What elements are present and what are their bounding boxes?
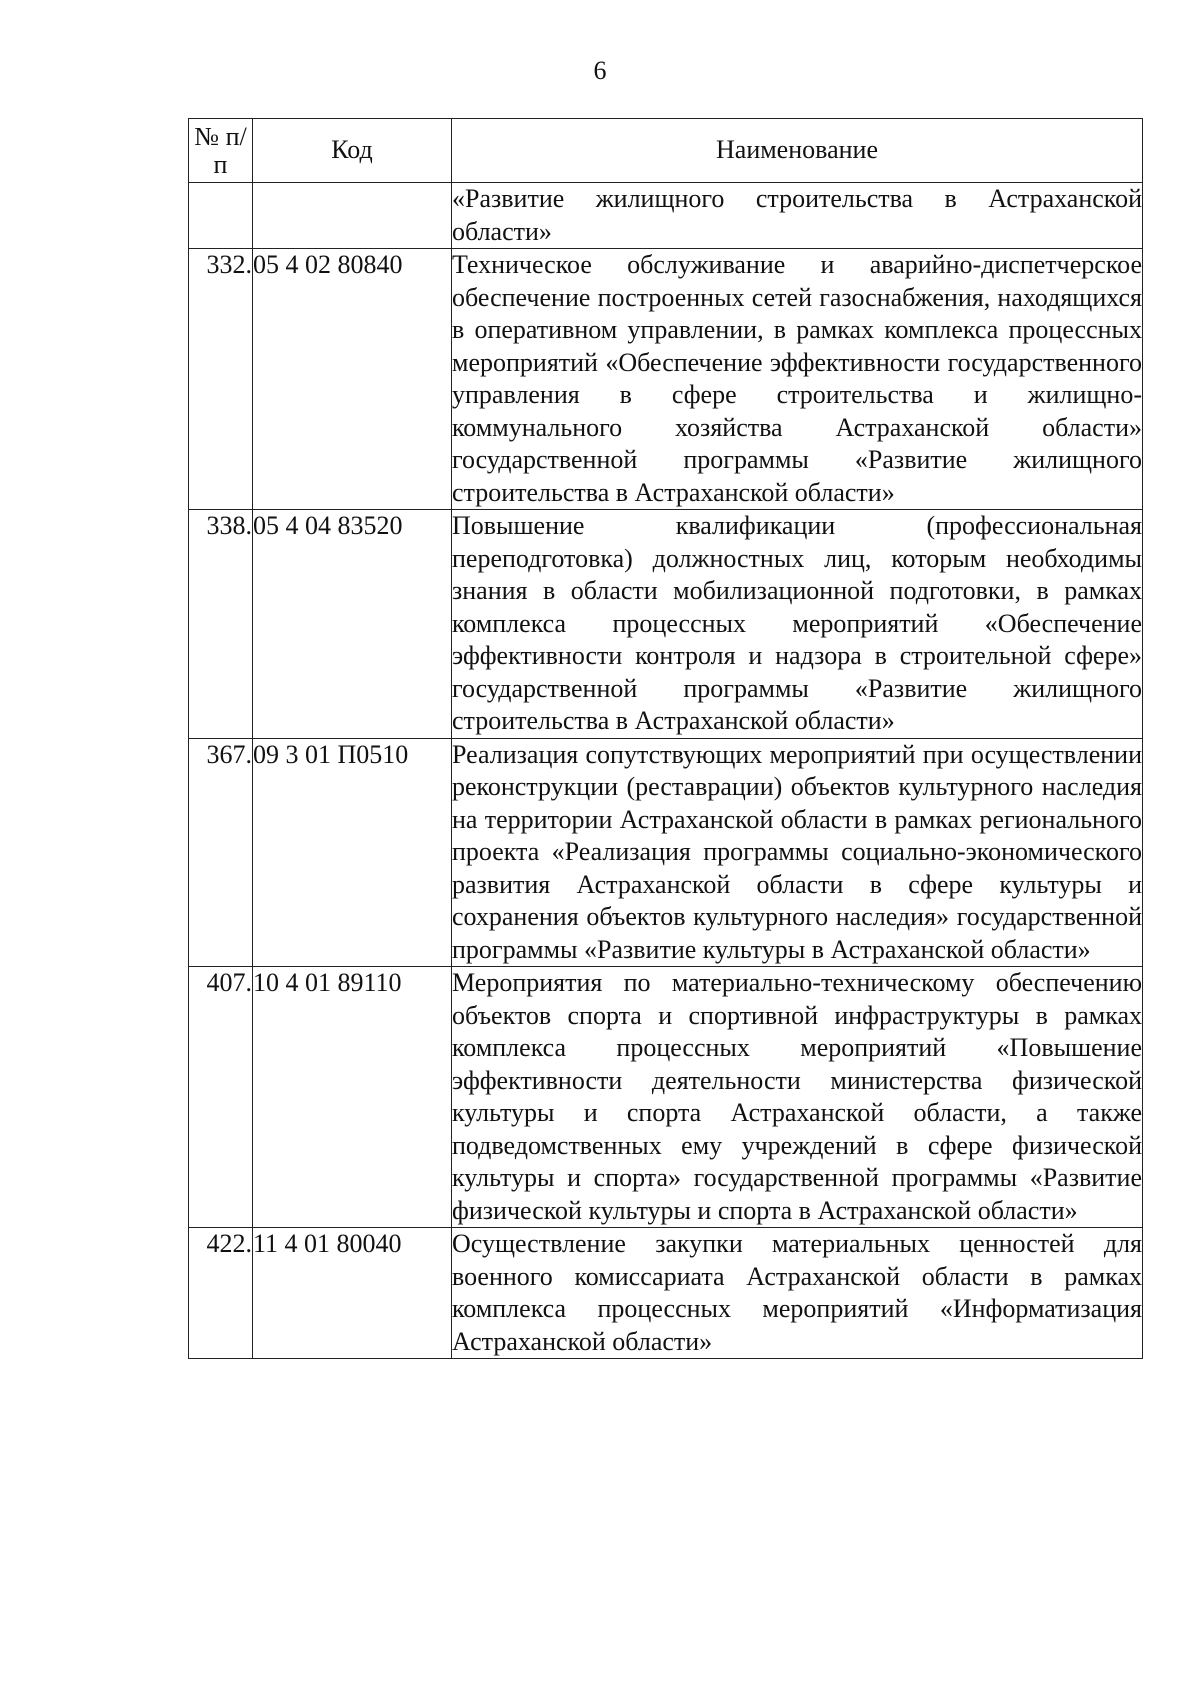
table-row — [189, 967, 1143, 1228]
budget-codes-table — [188, 118, 1143, 1359]
table-row — [189, 183, 1143, 249]
row-num: 407. — [189, 967, 253, 1228]
row-num: 367. — [189, 738, 253, 967]
row-code: 09 3 01 П0510 — [253, 738, 452, 967]
row-code: 05 4 04 83520 — [253, 510, 452, 739]
row-code: 05 4 02 80840 — [253, 249, 452, 510]
table-row — [189, 510, 1143, 739]
table-row — [189, 738, 1143, 967]
row-name: Мероприятия по материально-техническому обеспечению объектов спорта и спортивной инфраструктуры в рамках комплекса процессных мероприятий «Повышение эффективности деятельности министерства физической культуры и спорта Астраханской области, а также подведомственных ему учреждений в сфере физической культуры и спорта» государственной программы «Развитие физической культуры и спорта в Астраханской области» — [452, 967, 1143, 1228]
header-num: № п/п — [189, 119, 253, 183]
table-row — [189, 1228, 1143, 1359]
row-code — [253, 183, 452, 249]
row-code: 11 4 01 80040 — [253, 1228, 452, 1359]
header-code: Код — [253, 119, 452, 183]
row-name: «Развитие жилищного строительства в Астраханской области» — [452, 183, 1143, 249]
row-num: 422. — [189, 1228, 253, 1359]
row-name: Реализация сопутствующих мероприятий при осуществлении реконструкции (реставрации) объектов культурного наследия на территории Астраханской области в рамках регионального проекта «Реализация программы социально-экономического развития Астраханской области в сфере культуры и сохранения объектов культурного наследия» государственной программы «Развитие культуры в Астраханской области» — [452, 738, 1143, 967]
row-code: 10 4 01 89110 — [253, 967, 452, 1228]
table-header-row — [189, 119, 1143, 183]
page-number: 6 — [593, 56, 607, 85]
header-name: Наименование — [452, 119, 1143, 183]
row-name: Повышение квалификации (профессиональная переподготовка) должностных лиц, которым необходимы знания в области мобилизационной подготовки, в рамках комплекса процессных мероприятий «Обеспечение эффективности контроля и надзора в строительной сфере» государственной программы «Развитие жилищного строительства в Астраханской области» — [452, 510, 1143, 739]
row-num: 332. — [189, 249, 253, 510]
table-row — [189, 249, 1143, 510]
row-num: 338. — [189, 510, 253, 739]
row-num — [189, 183, 253, 249]
row-name: Техническое обслуживание и аварийно-диспетчерское обеспечение построенных сетей газоснабжения, находящихся в оперативном управлении, в рамках комплекса процессных мероприятий «Обеспечение эффективности государственного управления в сфере строительства и жилищно-коммунального хозяйства Астраханской области» государственной программы «Развитие жилищного строительства в Астраханской области» — [452, 249, 1143, 510]
row-name: Осуществление закупки материальных ценностей для военного комиссариата Астраханской области в рамках комплекса процессных мероприятий «Информатизация Астраханской области» — [452, 1228, 1143, 1359]
